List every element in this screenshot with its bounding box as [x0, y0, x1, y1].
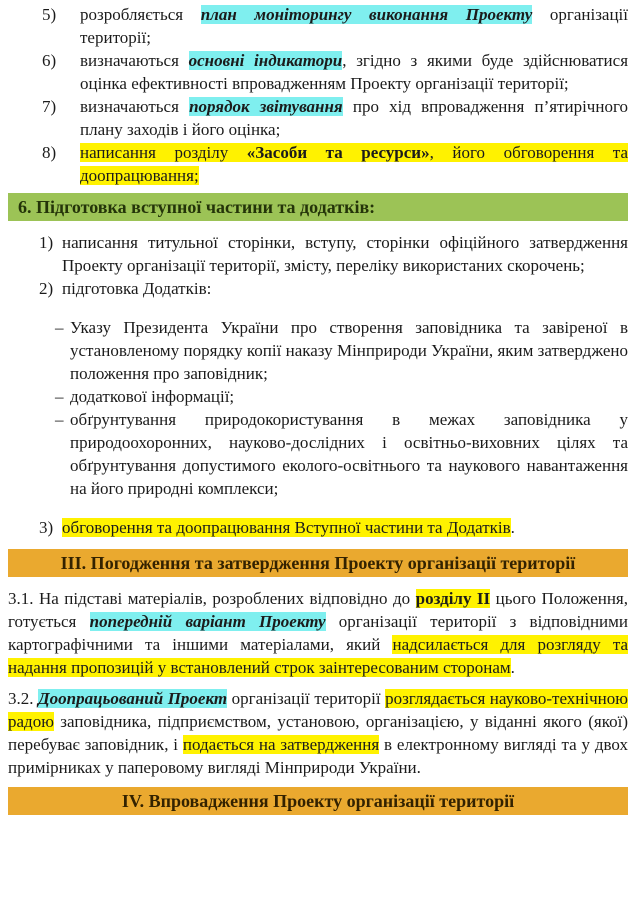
sub-list-item-text — [70, 408, 628, 500]
sub-list-item-text — [70, 316, 628, 385]
text-run: підготовка Додатків: — [62, 279, 212, 298]
text-run: написання титульної сторінки, вступу, сторінки офіційного затвердження Проекту організації території, змісту, переліку використаних скорочень; — [62, 233, 628, 275]
sub-list-item — [55, 408, 628, 500]
list-item-text — [62, 516, 628, 539]
text-run: 3.1. На підставі матеріалів, розроблених відповідно до — [8, 589, 416, 608]
dash-marker: – — [55, 410, 64, 429]
text-run: написання розділу — [80, 143, 247, 162]
list-item-3 — [39, 516, 628, 539]
dash-marker: – — [55, 387, 64, 406]
text-run: план моніторингу виконання Проекту — [200, 5, 533, 24]
list-item-text — [80, 141, 628, 187]
text-run: попередній варіант Проекту — [89, 612, 326, 631]
list-item-text — [62, 277, 628, 300]
list-item-number: 6) — [42, 51, 57, 70]
sub-list-item-text — [70, 385, 628, 408]
text-run: обговорення та доопрацювання Вступної частини та Додатків — [62, 518, 511, 537]
text-run: 3.2. — [8, 689, 39, 708]
text-run: розробляється — [80, 5, 201, 24]
list-item-6 — [42, 49, 628, 95]
text-run: організації території з відповідними картографічними та іншими матеріалами, який — [8, 612, 629, 654]
text-run: подається на затвердження — [182, 735, 380, 754]
text-run: обґрунтування природокористування в межах заповідника у природоохоронних, науково-дослідних і освітньо-виховних цілях та обґрунтування допустимого еколого-освітнього та наукового навантаження на його природні комплекси; — [70, 410, 628, 498]
text-run: організації території; — [80, 5, 628, 47]
list-item-5 — [42, 3, 628, 49]
list-item-text — [62, 231, 628, 277]
list-item-text — [80, 49, 628, 95]
paragraph-3-2 — [8, 687, 628, 779]
text-run: основні індикатори — [188, 51, 343, 70]
list-item-text — [80, 3, 628, 49]
list-item-number: 3) — [39, 518, 54, 537]
section-header-6: 6. Підготовка вступної частини та додатків: — [8, 193, 628, 221]
list-item-text — [80, 95, 628, 141]
list-item-number: 5) — [42, 5, 57, 24]
text-run: заповідника, підприємством, установою, організацією, у віданні якого (якої) перебуває заповідник, і — [8, 712, 628, 754]
text-run: , згідно з якими буде здійснюватися оцінка ефективності впровадженням Проекту організації території; — [80, 51, 629, 93]
dash-sub-list — [8, 316, 628, 500]
text-run: визначаються — [80, 97, 190, 116]
text-run: розділу II — [415, 589, 491, 608]
text-run: про хід впровадження п’ятирічного плану заходів і його оцінка; — [80, 97, 629, 139]
list-item-8 — [42, 141, 628, 187]
numbered-list-section6 — [8, 231, 628, 300]
text-run: цього Положення, готується — [8, 589, 628, 631]
text-run: , його обговорення та доопрацювання; — [80, 143, 628, 185]
list-item-7 — [42, 95, 628, 141]
paragraph-3-1 — [8, 587, 628, 679]
sub-list-item — [55, 316, 628, 385]
numbered-list-section6-item3 — [8, 516, 628, 539]
text-run: «Засоби та ресурси» — [246, 143, 430, 162]
text-run: визначаються — [80, 51, 189, 70]
text-run: порядок звітування — [189, 97, 343, 116]
section-header-iv: IV. Впровадження Проекту організації території — [8, 787, 628, 815]
text-run: . — [510, 658, 515, 677]
numbered-list-top — [8, 3, 628, 187]
text-run: Доопрацьований Проект — [38, 689, 228, 708]
text-run: додаткової інформації; — [70, 387, 235, 406]
list-item-number: 8) — [42, 143, 57, 162]
text-run: організації території — [227, 689, 386, 708]
list-item-number: 1) — [39, 233, 54, 252]
section-header-iii: III. Погодження та затвердження Проекту організації території — [8, 549, 628, 577]
list-item-1 — [39, 231, 628, 277]
text-run: в електронному вигляді та у двох примірниках у паперовому вигляді Мінприроди України. — [8, 735, 629, 777]
text-run: . — [510, 518, 515, 537]
sub-list-item — [55, 385, 628, 408]
text-run: розглядається науково-технічною радою — [8, 689, 628, 731]
text-run: надсилається для розгляду та надання пропозицій у встановлений строк заінтересованим сторонам — [8, 635, 629, 677]
list-item-number: 7) — [42, 97, 57, 116]
text-run: Указу Президента України про створення заповідника та завіреної в установленому порядку копії наказу Мінприроди України, яким затверджено положення про заповідник; — [70, 318, 628, 383]
dash-marker: – — [55, 318, 64, 337]
list-item-number: 2) — [39, 279, 54, 298]
list-item-2 — [39, 277, 628, 300]
